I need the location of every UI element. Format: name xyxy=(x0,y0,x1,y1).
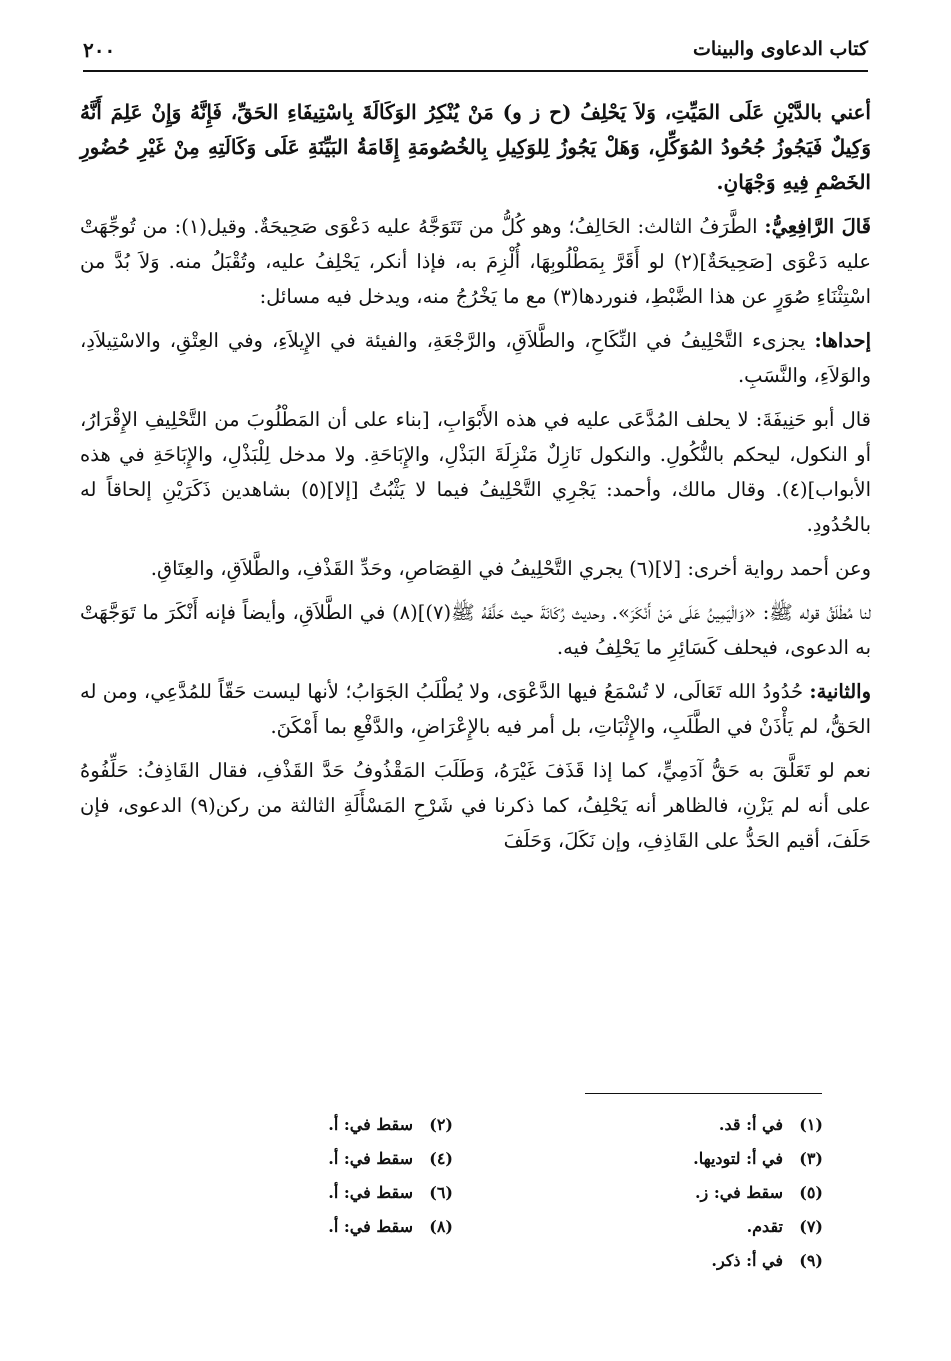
footnote-separator xyxy=(585,1093,822,1094)
paragraph-lead: قَالَ الرَّافِعِيُّ: xyxy=(764,215,872,238)
running-title: كتاب الدعاوى والبينات xyxy=(692,38,868,60)
commentary-paragraph xyxy=(80,209,871,314)
commentary-paragraph: نعم لو تَعَلَّقَ به حَقُّ آدَمِيٍّ، كما إذا قَذَفَ غَيْرَهُ، وَطَلَبَ المَقْذُوفُ حَدَّ القَذْفِ، فقال القَاذِفُ: حَلِّفُوهُ على أنه لم يَزْنِ، فالظاهر أنه يَحْلِفُ، كما ذكرنا في شَرْحِ المَسْأَلَةِ الثالثة من ركن(٩) الدعوى، فإن حَلَفَ، أقيم الحَدُّ على القَاذِفِ، وإن نَكَلَ، وَحَلَفَ xyxy=(80,759,871,852)
footnote-number: (١) xyxy=(799,1115,823,1134)
footnote xyxy=(603,1108,823,1142)
page-number: ٢٠٠ xyxy=(83,38,116,62)
footnote-text: في أ: قد. xyxy=(718,1115,783,1134)
footnote xyxy=(233,1142,453,1176)
commentary-paragraph: وعن أحمد رواية أخرى: [لا](٦) يجري التَّحْلِيفُ في القِصَاصِ، وحَدِّ القَذْفِ، والطَّلاَقِ، والعِتَاقِ. xyxy=(150,557,871,580)
paragraph-lead: والثانية: xyxy=(809,680,871,703)
footnote-text: سقط في: ز. xyxy=(694,1183,783,1202)
commentary-paragraph: لنا مُطْلَقُ قوله ﷺ: «وَالْيَمِينُ عَلَى مَنْ أَنْكَرَ». وحديث رُكَانَةَ حيث حَلَّفَهُ ﷺ(٧)](٨) في الطَّلاَقِ، وأيضاً فإنه أَنْكَرَ ما تَوَجَّهَتْ به الدعوى، فيحلف كَسَائِرِ ما يَحْلِفُ فيه. xyxy=(80,601,871,659)
footnote xyxy=(233,1108,453,1142)
footnote-text: سقط في: أ. xyxy=(328,1217,413,1236)
footnote xyxy=(233,1176,453,1210)
footnote xyxy=(603,1176,823,1210)
commentary-paragraph xyxy=(80,674,871,744)
footnote-text: تقدم. xyxy=(746,1217,783,1236)
footnote-text: في أ: لتوديها. xyxy=(693,1149,783,1168)
footnotes-right-column xyxy=(603,1108,823,1278)
footnote-number: (٢) xyxy=(429,1115,453,1134)
footnote-number: (٦) xyxy=(429,1183,453,1202)
footnote-number: (٧) xyxy=(799,1217,823,1236)
footnote-number: (٨) xyxy=(429,1217,453,1236)
commentary-paragraph: قال أبو حَنِيفَةَ: لا يحلف المُدَّعَى عليه في هذه الأَبْوَابِ، [بناء على أن المَطْلُوبَ من التَّحْلِيفِ الإِقْرَارُ، أو النكول، ليحكم بالنُّكُولِ. والنكول نَازِلٌ مَنْزِلَةَ البَذْلِ، والإِبَاحَةِ. ولا مدخل لِلْبَذْلِ، والإِبَاحَةِ في هذه الأبواب](٤). وقال مالك، وأحمد: يَجْرِي التَّحْلِيفُ فيما لا يَثْبُتُ [إلا](٥) بشاهدين ذَكَرَيْنِ إلحاقاً له بالحُدُودِ. xyxy=(80,408,871,536)
footnotes-left-column xyxy=(233,1108,453,1244)
footnote-text: في أ: ذكر. xyxy=(711,1251,783,1270)
footnote xyxy=(603,1210,823,1244)
footnote-number: (٤) xyxy=(429,1149,453,1168)
paragraph-text: يجزىء التَّحْلِيفُ في النِّكَاحِ، والطَّلاَقِ، والرَّجْعَةِ، والفيئة في الإِيلاَءِ، وفي العِتْقِ، والاسْتِيلاَدِ، والوَلاَءِ، والنَّسَبِ. xyxy=(80,329,871,387)
footnote-text: سقط في: أ. xyxy=(328,1149,413,1168)
commentary-paragraph xyxy=(80,323,871,393)
footnote-number: (٣) xyxy=(799,1149,823,1168)
footnote xyxy=(233,1210,453,1244)
footnote-text: سقط في: أ. xyxy=(328,1115,413,1134)
paragraph-lead: إحداها: xyxy=(814,329,871,352)
paragraph-text: حُدُودُ الله تَعَالَى، لا تُسْمَعُ فيها الدَّعْوَى، ولا يُطْلَبُ الجَوَابُ؛ لأنها ليست حَقّاً للمُدَّعِي، ومن له الحَقُّ، لم يَأْذَنْ في الطَّلَبِ، والإِثْبَاتِ، بل أمر فيه بالإِعْرَاضِ، والدَّفْعِ بما أَمْكَنَ. xyxy=(80,680,871,738)
footnote-text: سقط في: أ. xyxy=(328,1183,413,1202)
footnote-number: (٩) xyxy=(799,1251,823,1270)
footnote xyxy=(603,1142,823,1176)
footnote xyxy=(603,1244,823,1278)
paragraph-text: الطَّرَفُ الثالث: الحَالِفُ؛ وهو كُلُّ من تَتَوَجَّهُ عليه دَعْوَى صَحِيحَةٌ. وقيل(١): من تُوجِّهَتْ عليه دَعْوَى [صَحِيحَةٌ](٢) لو أَقَرَّ بِمَطْلُوبِهَا، أُلْزِمَ به، فإذا أنكر، يَحْلِفُ عليه، وتُقْبَلُ منه. وَلاَ بُدَّ من اسْتِثْنَاءِ صُوَرٍ عن هذا الضَّبْطِ، فنوردها(٣) مع ما يَخْرُجُ منه، ويدخل فيه مسائل: xyxy=(80,215,871,308)
body-text xyxy=(80,95,871,867)
page-header xyxy=(83,34,868,72)
matn-paragraph: أعني بالدَّيْنِ عَلَى المَيِّتِ، وَلاَ يَحْلِفُ (ح ز و) مَنْ يُنْكِرُ الوَكَالَةَ بِاسْتِيفَاءِ الحَقِّ، فَإِنَّهُ وَإِنْ عَلِمَ أَنَّهُ وَكِيلٌ فَيَجُوزُ جُحُودُ المُوَكِّلِ، وَهَلْ يَجُوزُ لِلوَكِيلِ بِالخُصُومَةِ إِقَامَةُ البَيِّنَةِ عَلَى وَكَالَتِهِ مِنْ غَيْرِ حُضُورِ الخَصْمِ فِيهِ وَجْهَانِ. xyxy=(80,100,871,194)
footnote-number: (٥) xyxy=(799,1183,823,1202)
